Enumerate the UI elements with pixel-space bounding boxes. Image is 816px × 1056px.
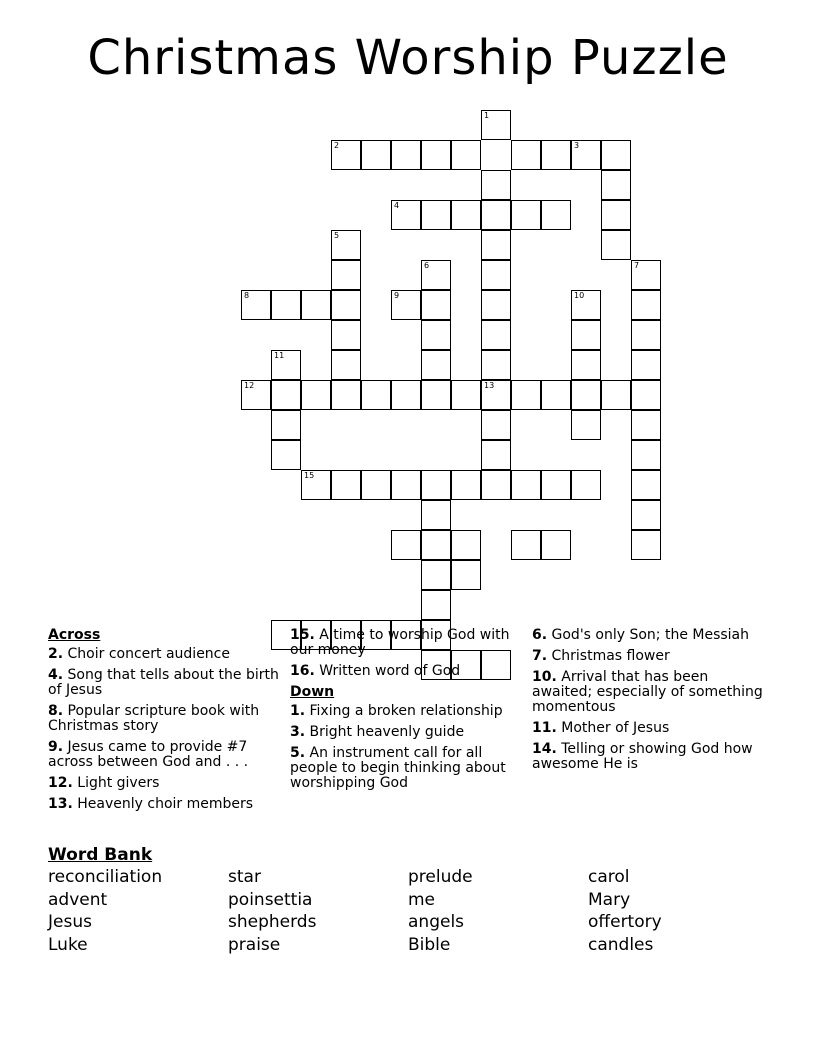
grid-cell[interactable]	[511, 200, 541, 230]
grid-cell[interactable]	[451, 530, 481, 560]
clue	[48, 740, 280, 770]
grid-cell[interactable]	[421, 470, 451, 500]
clue-text: Heavenly choir members	[72, 796, 254, 812]
word-bank-word: shepherds	[228, 912, 317, 932]
grid-cell[interactable]	[481, 410, 511, 440]
grid-cell[interactable]	[631, 470, 661, 500]
clues-column-3	[532, 628, 772, 778]
word-bank-word: offertory	[588, 912, 662, 932]
word-bank-word: Mary	[588, 889, 631, 910]
clue-number: 12	[244, 381, 255, 390]
clue	[290, 628, 522, 658]
grid-cell[interactable]	[361, 380, 391, 410]
grid-cell[interactable]	[571, 380, 601, 410]
grid-cell[interactable]	[511, 530, 541, 560]
grid-cell[interactable]	[481, 440, 511, 470]
grid-cell[interactable]	[421, 140, 451, 170]
clue-text: Song that tells about the birth of Jesus	[48, 667, 279, 698]
grid-cell[interactable]	[481, 260, 511, 290]
clue-text: Fixing a broken relationship	[305, 703, 503, 719]
grid-cell[interactable]	[541, 470, 571, 500]
grid-cell[interactable]	[331, 230, 361, 260]
grid-cell[interactable]	[331, 140, 361, 170]
clue-num: 13.	[48, 796, 73, 812]
clue-number: 3	[574, 141, 580, 150]
grid-cell[interactable]	[421, 560, 451, 590]
word-bank	[48, 866, 768, 956]
grid-cell[interactable]	[451, 140, 481, 170]
word-bank-word: Bible	[408, 934, 451, 955]
clue	[290, 725, 522, 740]
grid-cell[interactable]	[631, 260, 661, 290]
grid-cell[interactable]	[631, 380, 661, 410]
clue-text: Bright heavenly guide	[305, 724, 465, 740]
grid-cell[interactable]	[271, 350, 301, 380]
word-bank-word: me	[408, 889, 436, 910]
grid-cell[interactable]	[331, 320, 361, 350]
grid-cell[interactable]	[481, 380, 511, 410]
clue-text: Mother of Jesus	[556, 720, 670, 736]
grid-cell[interactable]	[271, 380, 301, 410]
grid-cell[interactable]	[511, 470, 541, 500]
grid-cell[interactable]	[331, 380, 361, 410]
grid-cell[interactable]	[301, 470, 331, 500]
clue-text: An instrument call for all people to begin thinking about worshipping God	[290, 745, 506, 791]
grid-cell[interactable]	[331, 350, 361, 380]
grid-cell[interactable]	[421, 590, 451, 620]
grid-cell[interactable]	[631, 500, 661, 530]
grid-cell[interactable]	[541, 200, 571, 230]
grid-cell[interactable]	[421, 200, 451, 230]
word-bank-word: prelude	[408, 867, 473, 887]
grid-cell[interactable]	[421, 320, 451, 350]
grid-cell[interactable]	[241, 290, 271, 320]
clue-num: 7.	[532, 648, 548, 664]
grid-cell[interactable]	[331, 290, 361, 320]
clue-text: Light givers	[72, 775, 160, 791]
grid-cell[interactable]	[631, 350, 661, 380]
grid-cell[interactable]	[361, 140, 391, 170]
grid-cell[interactable]	[451, 470, 481, 500]
grid-cell[interactable]	[391, 530, 421, 560]
grid-cell[interactable]	[331, 260, 361, 290]
word-bank-row	[48, 866, 768, 889]
clue	[532, 649, 772, 664]
clue-number: 2	[334, 141, 340, 150]
grid-cell[interactable]	[571, 350, 601, 380]
clue-num: 2.	[48, 646, 64, 662]
word-bank-word: Luke	[48, 934, 88, 955]
word-bank-row	[48, 934, 768, 957]
grid-cell[interactable]	[541, 140, 571, 170]
clue-num: 10.	[532, 669, 557, 685]
clue	[532, 721, 772, 736]
clue	[532, 742, 772, 772]
clue-text: Popular scripture book with Christmas story	[48, 703, 260, 734]
grid-cell[interactable]	[391, 140, 421, 170]
clue-num: 15.	[290, 627, 315, 643]
grid-cell[interactable]	[631, 290, 661, 320]
grid-cell[interactable]	[481, 200, 511, 230]
clue-number: 6	[424, 261, 430, 270]
word-bank-word: advent	[48, 889, 108, 910]
clue-num: 8.	[48, 703, 64, 719]
grid-cell[interactable]	[481, 350, 511, 380]
clue	[48, 704, 280, 734]
clue-number: 13	[484, 381, 495, 390]
grid-cell[interactable]	[451, 200, 481, 230]
grid-cell[interactable]	[421, 350, 451, 380]
grid-cell[interactable]	[571, 320, 601, 350]
clue-num: 14.	[532, 741, 557, 757]
grid-cell[interactable]	[631, 320, 661, 350]
grid-cell[interactable]	[391, 200, 421, 230]
grid-cell[interactable]	[511, 380, 541, 410]
clue-text: Christmas flower	[547, 648, 670, 664]
clue	[532, 670, 772, 715]
grid-cell[interactable]	[481, 170, 511, 200]
clue-number: 11	[274, 351, 285, 360]
clue-num: 16.	[290, 663, 315, 679]
clue	[290, 746, 522, 791]
grid-cell[interactable]	[241, 380, 271, 410]
grid-cell[interactable]	[571, 290, 601, 320]
clue	[48, 797, 280, 812]
clue-number: 7	[634, 261, 640, 270]
grid-cell[interactable]	[391, 380, 421, 410]
clue-text: A time to worship God with our money	[290, 627, 510, 658]
clue-text: Jesus came to provide #7 across between God and . . .	[48, 739, 249, 770]
grid-cell[interactable]	[601, 230, 631, 260]
word-bank-word: candles	[588, 934, 654, 955]
clue-num: 3.	[290, 724, 306, 740]
down-heading: Down	[290, 684, 335, 700]
grid-cell[interactable]	[601, 380, 631, 410]
grid-cell[interactable]	[481, 320, 511, 350]
clue-num: 5.	[290, 745, 306, 761]
grid-cell[interactable]	[481, 110, 511, 140]
grid-cell[interactable]	[301, 290, 331, 320]
grid-cell[interactable]	[481, 230, 511, 260]
grid-cell[interactable]	[511, 140, 541, 170]
word-bank-title: Word Bank	[48, 845, 153, 865]
grid-cell[interactable]	[601, 140, 631, 170]
grid-cell[interactable]	[631, 440, 661, 470]
clue	[290, 664, 522, 679]
grid-cell[interactable]	[271, 440, 301, 470]
grid-cell[interactable]	[421, 500, 451, 530]
clue-num: 6.	[532, 627, 548, 643]
page-title: Christmas Worship Puzzle	[87, 30, 729, 86]
clue-number: 9	[394, 291, 400, 300]
clue-num: 12.	[48, 775, 73, 791]
grid-cell[interactable]	[361, 470, 391, 500]
word-bank-word: Jesus	[48, 912, 92, 932]
grid-cell[interactable]	[391, 290, 421, 320]
clues-column-1	[48, 628, 280, 818]
grid-cell[interactable]	[601, 200, 631, 230]
grid-cell[interactable]	[421, 290, 451, 320]
grid-cell[interactable]	[451, 380, 481, 410]
clue	[290, 704, 522, 719]
grid-cell[interactable]	[481, 470, 511, 500]
clue-number: 15	[304, 471, 315, 480]
clue-number: 5	[334, 231, 340, 240]
clue-num: 1.	[290, 703, 306, 719]
grid-cell[interactable]	[601, 170, 631, 200]
grid-cell[interactable]	[421, 260, 451, 290]
grid-cell[interactable]	[481, 290, 511, 320]
clues-column-2	[290, 628, 522, 797]
clue-text: God's only Son; the Messiah	[547, 627, 750, 643]
grid-cell[interactable]	[271, 290, 301, 320]
word-bank-word: angels	[408, 912, 465, 932]
clue-text: Arrival that has been awaited; especially of something momentous	[532, 669, 763, 715]
grid-cell[interactable]	[541, 380, 571, 410]
grid-cell[interactable]	[571, 470, 601, 500]
clue-num: 11.	[532, 720, 557, 736]
clue-number: 8	[244, 291, 250, 300]
clue	[48, 647, 280, 662]
grid-cell[interactable]	[571, 410, 601, 440]
grid-cell[interactable]	[631, 410, 661, 440]
clue	[48, 776, 280, 791]
grid-cell[interactable]	[391, 470, 421, 500]
grid-cell[interactable]	[421, 530, 451, 560]
word-bank-row	[48, 911, 768, 934]
clue-text: Written word of God	[314, 663, 461, 679]
grid-cell[interactable]	[271, 410, 301, 440]
clue	[532, 628, 772, 643]
word-bank-word: carol	[588, 867, 630, 887]
clue-text: Telling or showing God how awesome He is	[532, 741, 753, 772]
word-bank-word: poinsettia	[228, 889, 313, 910]
clue-text: Choir concert audience	[63, 646, 230, 662]
word-bank-word: reconciliation	[48, 867, 163, 887]
word-bank-row	[48, 889, 768, 912]
grid-cell[interactable]	[301, 380, 331, 410]
clue-number: 1	[484, 111, 490, 120]
clue-number: 10	[574, 291, 585, 300]
clue-num: 4.	[48, 667, 64, 683]
grid-cell[interactable]	[541, 530, 571, 560]
clue-num: 9.	[48, 739, 64, 755]
grid-cell[interactable]	[631, 530, 661, 560]
clue	[48, 668, 280, 698]
word-bank-word: praise	[228, 934, 281, 955]
grid-cell[interactable]	[451, 560, 481, 590]
word-bank-word: star	[228, 867, 261, 887]
grid-cell[interactable]	[421, 380, 451, 410]
across-heading: Across	[48, 627, 101, 643]
grid-cell[interactable]	[571, 140, 601, 170]
grid-cell[interactable]	[331, 470, 361, 500]
clue-number: 4	[394, 201, 400, 210]
